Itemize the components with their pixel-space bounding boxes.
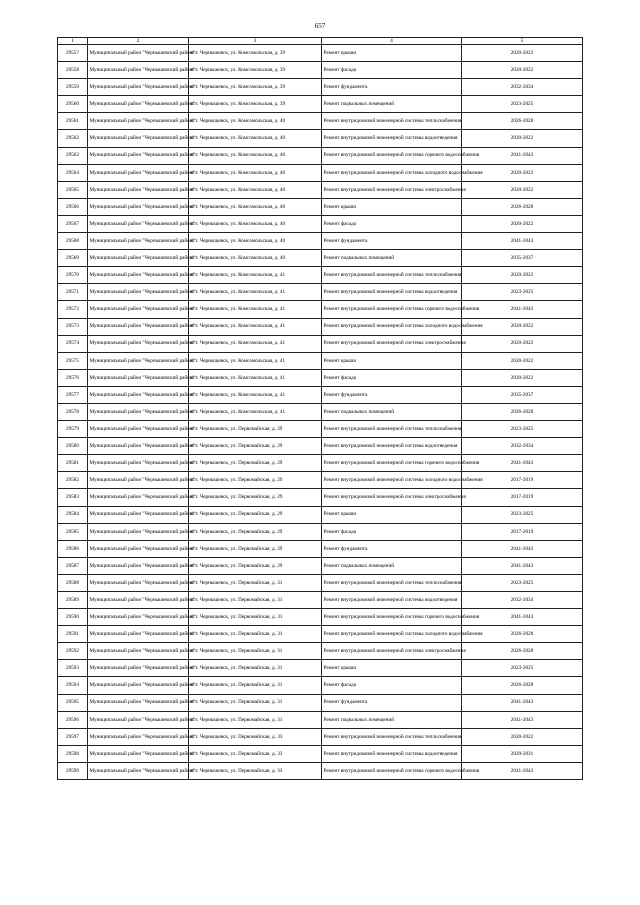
municipality-cell: Муниципальный район "Чернышевский район"	[88, 574, 189, 591]
municipality-cell: Муниципальный район "Чернышевский район"	[88, 506, 189, 523]
work-type-cell: Ремонт подвальных помещений	[322, 711, 462, 728]
row-number: 29591	[58, 626, 88, 643]
period-cell: 2032-2034	[462, 592, 583, 609]
row-number: 29581	[58, 455, 88, 472]
address-cell: пгт. Чернышевск, ул. Первомайская, д. 31	[189, 677, 322, 694]
period-cell: 2041-2043	[462, 233, 583, 250]
row-number: 29582	[58, 472, 88, 489]
address-cell: пгт. Чернышевск, ул. Первомайская, д. 31	[189, 643, 322, 660]
table-row	[58, 181, 583, 198]
period-cell: 2026-2028	[462, 677, 583, 694]
row-number: 29596	[58, 711, 88, 728]
row-number: 29560	[58, 96, 88, 113]
work-type-cell: Ремонт крыши	[322, 352, 462, 369]
table-row	[58, 626, 583, 643]
row-number: 29598	[58, 745, 88, 762]
work-type-cell: Ремонт фундамента	[322, 694, 462, 711]
row-number: 29570	[58, 267, 88, 284]
table-row	[58, 233, 583, 250]
table-row	[58, 455, 583, 472]
period-cell: 2029-2031	[462, 745, 583, 762]
period-cell: 2041-2043	[462, 301, 583, 318]
work-type-cell: Ремонт внутридомовой инженерной системы теплоснабжения	[322, 267, 462, 284]
work-type-cell: Ремонт внутридомовой инженерной системы электроснабжения	[322, 489, 462, 506]
period-cell: 2035-2037	[462, 250, 583, 267]
period-cell: 2023-2025	[462, 574, 583, 591]
municipality-cell: Муниципальный район "Чернышевский район"	[88, 540, 189, 557]
work-type-cell: Ремонт фундамента	[322, 79, 462, 96]
work-type-cell: Ремонт фасада	[322, 62, 462, 79]
work-type-cell: Ремонт внутридомовой инженерной системы горячего водоснабжения	[322, 301, 462, 318]
row-number: 29586	[58, 540, 88, 557]
column-number-row	[58, 38, 583, 45]
municipality-cell: Муниципальный район "Чернышевский район"	[88, 762, 189, 779]
municipality-cell: Муниципальный район "Чернышевский район"	[88, 301, 189, 318]
municipality-cell: Муниципальный район "Чернышевский район"	[88, 215, 189, 232]
address-cell: пгт. Чернышевск, ул. Комсомольская, д. 40	[189, 198, 322, 215]
table-row	[58, 215, 583, 232]
municipality-cell: Муниципальный район "Чернышевский район"	[88, 233, 189, 250]
table-row	[58, 643, 583, 660]
address-cell: пгт. Чернышевск, ул. Комсомольская, д. 41	[189, 335, 322, 352]
municipality-cell: Муниципальный район "Чернышевский район"	[88, 250, 189, 267]
municipality-cell: Муниципальный район "Чернышевский район"	[88, 745, 189, 762]
work-type-cell: Ремонт крыши	[322, 506, 462, 523]
address-cell: пгт. Чернышевск, ул. Первомайская, д. 29	[189, 506, 322, 523]
address-cell: пгт. Чернышевск, ул. Комсомольская, д. 40	[189, 147, 322, 164]
work-type-cell: Ремонт внутридомовой инженерной системы водоотведения	[322, 438, 462, 455]
municipality-cell: Муниципальный район "Чернышевский район"	[88, 660, 189, 677]
row-number: 29565	[58, 181, 88, 198]
period-cell: 2023-2025	[462, 284, 583, 301]
address-cell: пгт. Чернышевск, ул. Комсомольская, д. 40	[189, 250, 322, 267]
table-row	[58, 574, 583, 591]
table-row	[58, 369, 583, 386]
work-type-cell: Ремонт внутридомовой инженерной системы электроснабжения	[322, 643, 462, 660]
municipality-cell: Муниципальный район "Чернышевский район"	[88, 113, 189, 130]
municipality-cell: Муниципальный район "Чернышевский район"	[88, 352, 189, 369]
table-row	[58, 147, 583, 164]
address-cell: пгт. Чернышевск, ул. Первомайская, д. 29	[189, 472, 322, 489]
address-cell: пгт. Чернышевск, ул. Первомайская, д. 33	[189, 728, 322, 745]
work-type-cell: Ремонт внутридомовой инженерной системы теплоснабжения	[322, 574, 462, 591]
table-row	[58, 711, 583, 728]
row-number: 29583	[58, 489, 88, 506]
address-cell: пгт. Чернышевск, ул. Комсомольская, д. 41	[189, 352, 322, 369]
municipality-cell: Муниципальный район "Чернышевский район"	[88, 62, 189, 79]
work-type-cell: Ремонт внутридомовой инженерной системы водоотведения	[322, 130, 462, 147]
table-row	[58, 96, 583, 113]
row-number: 29585	[58, 523, 88, 540]
period-cell: 2017-2019	[462, 472, 583, 489]
work-type-cell: Ремонт внутридомовой инженерной системы холодного водоснабжения	[322, 626, 462, 643]
row-number: 29594	[58, 677, 88, 694]
table-row	[58, 403, 583, 420]
row-number: 29587	[58, 557, 88, 574]
work-type-cell: Ремонт внутридомовой инженерной системы теплоснабжения	[322, 421, 462, 438]
address-cell: пгт. Чернышевск, ул. Первомайская, д. 31	[189, 711, 322, 728]
municipality-cell: Муниципальный район "Чернышевский район"	[88, 164, 189, 181]
table-row	[58, 762, 583, 779]
row-number: 29580	[58, 438, 88, 455]
municipality-cell: Муниципальный район "Чернышевский район"	[88, 711, 189, 728]
work-type-cell: Ремонт фасада	[322, 677, 462, 694]
municipality-cell: Муниципальный район "Чернышевский район"	[88, 489, 189, 506]
row-number: 29579	[58, 421, 88, 438]
period-cell: 2020-2022	[462, 215, 583, 232]
period-cell: 2020-2022	[462, 728, 583, 745]
row-number: 29572	[58, 301, 88, 318]
address-cell: пгт. Чернышевск, ул. Комсомольская, д. 41	[189, 267, 322, 284]
table-row	[58, 352, 583, 369]
row-number: 29567	[58, 215, 88, 232]
municipality-cell: Муниципальный район "Чернышевский район"	[88, 609, 189, 626]
row-number: 29593	[58, 660, 88, 677]
table-row	[58, 45, 583, 62]
address-cell: пгт. Чернышевск, ул. Первомайская, д. 29	[189, 523, 322, 540]
work-type-cell: Ремонт подвальных помещений	[322, 403, 462, 420]
table-row	[58, 728, 583, 745]
work-type-cell: Ремонт внутридомовой инженерной системы водоотведения	[322, 592, 462, 609]
row-number: 29578	[58, 403, 88, 420]
period-cell: 2023-2025	[462, 96, 583, 113]
period-cell: 2026-2028	[462, 113, 583, 130]
work-type-cell: Ремонт внутридомовой инженерной системы водоотведения	[322, 745, 462, 762]
address-cell: пгт. Чернышевск, ул. Первомайская, д. 31	[189, 592, 322, 609]
column-number-1: 1	[58, 38, 88, 45]
address-cell: пгт. Чернышевск, ул. Первомайская, д. 29	[189, 438, 322, 455]
row-number: 29568	[58, 233, 88, 250]
column-number-4: 4	[322, 38, 462, 45]
row-number: 29589	[58, 592, 88, 609]
table-row	[58, 284, 583, 301]
work-type-cell: Ремонт внутридомовой инженерной системы холодного водоснабжения	[322, 164, 462, 181]
period-cell: 2041-2043	[462, 762, 583, 779]
address-cell: пгт. Чернышевск, ул. Комсомольская, д. 40	[189, 130, 322, 147]
period-cell: 2017-2019	[462, 523, 583, 540]
municipality-cell: Муниципальный район "Чернышевский район"	[88, 523, 189, 540]
address-cell: пгт. Чернышевск, ул. Первомайская, д. 31	[189, 660, 322, 677]
work-type-cell: Ремонт крыши	[322, 198, 462, 215]
work-type-cell: Ремонт внутридомовой инженерной системы горячего водоснабжения	[322, 455, 462, 472]
work-type-cell: Ремонт внутридомовой инженерной системы холодного водоснабжения	[322, 318, 462, 335]
address-cell: пгт. Чернышевск, ул. Комсомольская, д. 41	[189, 301, 322, 318]
table-row	[58, 694, 583, 711]
column-number-5: 5	[462, 38, 583, 45]
address-cell: пгт. Чернышевск, ул. Комсомольская, д. 41	[189, 369, 322, 386]
address-cell: пгт. Чернышевск, ул. Комсомольская, д. 41	[189, 318, 322, 335]
table-row	[58, 250, 583, 267]
work-type-cell: Ремонт фасада	[322, 523, 462, 540]
table-row	[58, 438, 583, 455]
work-type-cell: Ремонт фундамента	[322, 233, 462, 250]
table-row	[58, 506, 583, 523]
address-cell: пгт. Чернышевск, ул. Комсомольская, д. 39	[189, 62, 322, 79]
period-cell: 2032-2034	[462, 438, 583, 455]
municipality-cell: Муниципальный район "Чернышевский район"	[88, 403, 189, 420]
period-cell: 2020-2022	[462, 267, 583, 284]
table-row	[58, 79, 583, 96]
work-type-cell: Ремонт внутридомовой инженерной системы горячего водоснабжения	[322, 147, 462, 164]
table-row	[58, 660, 583, 677]
row-number: 29597	[58, 728, 88, 745]
period-cell: 2041-2043	[462, 147, 583, 164]
period-cell: 2032-2034	[462, 79, 583, 96]
table-row	[58, 130, 583, 147]
municipality-cell: Муниципальный район "Чернышевский район"	[88, 472, 189, 489]
row-number: 29595	[58, 694, 88, 711]
work-type-cell: Ремонт подвальных помещений	[322, 250, 462, 267]
table-row	[58, 267, 583, 284]
row-number: 29577	[58, 386, 88, 403]
address-cell: пгт. Чернышевск, ул. Первомайская, д. 29	[189, 540, 322, 557]
municipality-cell: Муниципальный район "Чернышевский район"	[88, 728, 189, 745]
municipality-cell: Муниципальный район "Чернышевский район"	[88, 318, 189, 335]
row-number: 29574	[58, 335, 88, 352]
table-row	[58, 677, 583, 694]
municipality-cell: Муниципальный район "Чернышевский район"	[88, 147, 189, 164]
address-cell: пгт. Чернышевск, ул. Комсомольская, д. 40	[189, 113, 322, 130]
municipality-cell: Муниципальный район "Чернышевский район"	[88, 643, 189, 660]
address-cell: пгт. Чернышевск, ул. Первомайская, д. 31	[189, 574, 322, 591]
municipality-cell: Муниципальный район "Чернышевский район"	[88, 694, 189, 711]
address-cell: пгт. Чернышевск, ул. Комсомольская, д. 41	[189, 386, 322, 403]
period-cell: 2041-2043	[462, 455, 583, 472]
row-number: 29557	[58, 45, 88, 62]
row-number: 29588	[58, 574, 88, 591]
row-number: 29566	[58, 198, 88, 215]
table-row	[58, 489, 583, 506]
municipality-cell: Муниципальный район "Чернышевский район"	[88, 557, 189, 574]
period-cell: 2017-2019	[462, 489, 583, 506]
work-type-cell: Ремонт внутридомовой инженерной системы электроснабжения	[322, 181, 462, 198]
row-number: 29575	[58, 352, 88, 369]
period-cell: 2026-2028	[462, 403, 583, 420]
period-cell: 2020-2022	[462, 164, 583, 181]
period-cell: 2020-2022	[462, 352, 583, 369]
work-type-cell: Ремонт внутридомовой инженерной системы горячего водоснабжения	[322, 762, 462, 779]
page-number: 657	[314, 22, 326, 30]
address-cell: пгт. Чернышевск, ул. Первомайская, д. 31	[189, 609, 322, 626]
table-row	[58, 198, 583, 215]
period-cell: 2020-2022	[462, 318, 583, 335]
table-row	[58, 421, 583, 438]
table-row	[58, 557, 583, 574]
table-row	[58, 745, 583, 762]
period-cell: 2020-2022	[462, 369, 583, 386]
work-type-cell: Ремонт фасада	[322, 369, 462, 386]
table-row	[58, 609, 583, 626]
address-cell: пгт. Чернышевск, ул. Комсомольская, д. 39	[189, 79, 322, 96]
row-number: 29592	[58, 643, 88, 660]
municipality-cell: Муниципальный район "Чернышевский район"	[88, 369, 189, 386]
address-cell: пгт. Чернышевск, ул. Комсомольская, д. 41	[189, 403, 322, 420]
register-table	[57, 37, 583, 780]
period-cell: 2041-2043	[462, 609, 583, 626]
table-row	[58, 113, 583, 130]
address-cell: пгт. Чернышевск, ул. Комсомольская, д. 39	[189, 45, 322, 62]
table-row	[58, 301, 583, 318]
table-row	[58, 592, 583, 609]
address-cell: пгт. Чернышевск, ул. Первомайская, д. 29	[189, 489, 322, 506]
municipality-cell: Муниципальный район "Чернышевский район"	[88, 284, 189, 301]
address-cell: пгт. Чернышевск, ул. Первомайская, д. 33	[189, 745, 322, 762]
row-number: 29576	[58, 369, 88, 386]
work-type-cell: Ремонт крыши	[322, 45, 462, 62]
address-cell: пгт. Чернышевск, ул. Первомайская, д. 29	[189, 455, 322, 472]
period-cell: 2041-2043	[462, 711, 583, 728]
work-type-cell: Ремонт подвальных помещений	[322, 557, 462, 574]
work-type-cell: Ремонт внутридомовой инженерной системы теплоснабжения	[322, 113, 462, 130]
municipality-cell: Муниципальный район "Чернышевский район"	[88, 198, 189, 215]
row-number: 29569	[58, 250, 88, 267]
period-cell: 2020-2022	[462, 130, 583, 147]
column-number-3: 3	[189, 38, 322, 45]
work-type-cell: Ремонт фундамента	[322, 386, 462, 403]
address-cell: пгт. Чернышевск, ул. Комсомольская, д. 40	[189, 164, 322, 181]
period-cell: 2023-2025	[462, 660, 583, 677]
period-cell: 2026-2028	[462, 198, 583, 215]
municipality-cell: Муниципальный район "Чернышевский район"	[88, 626, 189, 643]
work-type-cell: Ремонт внутридомовой инженерной системы электроснабжения	[322, 335, 462, 352]
municipality-cell: Муниципальный район "Чернышевский район"	[88, 181, 189, 198]
row-number: 29590	[58, 609, 88, 626]
municipality-cell: Муниципальный район "Чернышевский район"	[88, 96, 189, 113]
period-cell: 2020-2022	[462, 181, 583, 198]
municipality-cell: Муниципальный район "Чернышевский район"	[88, 421, 189, 438]
address-cell: пгт. Чернышевск, ул. Первомайская, д. 29	[189, 557, 322, 574]
municipality-cell: Муниципальный район "Чернышевский район"	[88, 677, 189, 694]
address-cell: пгт. Чернышевск, ул. Комсомольская, д. 39	[189, 96, 322, 113]
period-cell: 2023-2025	[462, 506, 583, 523]
period-cell: 2041-2043	[462, 557, 583, 574]
address-cell: пгт. Чернышевск, ул. Первомайская, д. 31	[189, 694, 322, 711]
table-row	[58, 164, 583, 181]
period-cell: 2041-2043	[462, 540, 583, 557]
row-number: 29562	[58, 130, 88, 147]
address-cell: пгт. Чернышевск, ул. Комсомольская, д. 40	[189, 233, 322, 250]
period-cell: 2026-2028	[462, 626, 583, 643]
work-type-cell: Ремонт внутридомовой инженерной системы холодного водоснабжения	[322, 472, 462, 489]
period-cell: 2020-2022	[462, 45, 583, 62]
address-cell: пгт. Чернышевск, ул. Первомайская, д. 33	[189, 762, 322, 779]
table-row	[58, 523, 583, 540]
row-number: 29573	[58, 318, 88, 335]
work-type-cell: Ремонт внутридомовой инженерной системы горячего водоснабжения	[322, 609, 462, 626]
period-cell: 2023-2025	[462, 421, 583, 438]
row-number: 29558	[58, 62, 88, 79]
work-type-cell: Ремонт крыши	[322, 660, 462, 677]
table-row	[58, 62, 583, 79]
period-cell: 2035-2037	[462, 386, 583, 403]
period-cell: 2041-2043	[462, 694, 583, 711]
municipality-cell: Муниципальный район "Чернышевский район"	[88, 592, 189, 609]
row-number: 29559	[58, 79, 88, 96]
municipality-cell: Муниципальный район "Чернышевский район"	[88, 438, 189, 455]
work-type-cell: Ремонт фундамента	[322, 540, 462, 557]
work-type-cell: Ремонт подвальных помещений	[322, 96, 462, 113]
period-cell: 2020-2022	[462, 335, 583, 352]
table-row	[58, 472, 583, 489]
table-row	[58, 318, 583, 335]
row-number: 29584	[58, 506, 88, 523]
municipality-cell: Муниципальный район "Чернышевский район"	[88, 455, 189, 472]
work-type-cell: Ремонт внутридомовой инженерной системы теплоснабжения	[322, 728, 462, 745]
table-row	[58, 386, 583, 403]
address-cell: пгт. Чернышевск, ул. Первомайская, д. 29	[189, 421, 322, 438]
row-number: 29561	[58, 113, 88, 130]
row-number: 29599	[58, 762, 88, 779]
row-number: 29564	[58, 164, 88, 181]
address-cell: пгт. Чернышевск, ул. Комсомольская, д. 40	[189, 181, 322, 198]
period-cell: 2026-2028	[462, 643, 583, 660]
work-type-cell: Ремонт фасада	[322, 215, 462, 232]
municipality-cell: Муниципальный район "Чернышевский район"	[88, 386, 189, 403]
municipality-cell: Муниципальный район "Чернышевский район"	[88, 130, 189, 147]
column-number-2: 2	[88, 38, 189, 45]
address-cell: пгт. Чернышевск, ул. Комсомольская, д. 40	[189, 215, 322, 232]
municipality-cell: Муниципальный район "Чернышевский район"	[88, 79, 189, 96]
work-type-cell: Ремонт внутридомовой инженерной системы водоотведения	[322, 284, 462, 301]
row-number: 29571	[58, 284, 88, 301]
municipality-cell: Муниципальный район "Чернышевский район"	[88, 45, 189, 62]
municipality-cell: Муниципальный район "Чернышевский район"	[88, 335, 189, 352]
address-cell: пгт. Чернышевск, ул. Комсомольская, д. 41	[189, 284, 322, 301]
row-number: 29563	[58, 147, 88, 164]
table-row	[58, 540, 583, 557]
address-cell: пгт. Чернышевск, ул. Первомайская, д. 31	[189, 626, 322, 643]
table-row	[58, 335, 583, 352]
municipality-cell: Муниципальный район "Чернышевский район"	[88, 267, 189, 284]
period-cell: 2020-2022	[462, 62, 583, 79]
